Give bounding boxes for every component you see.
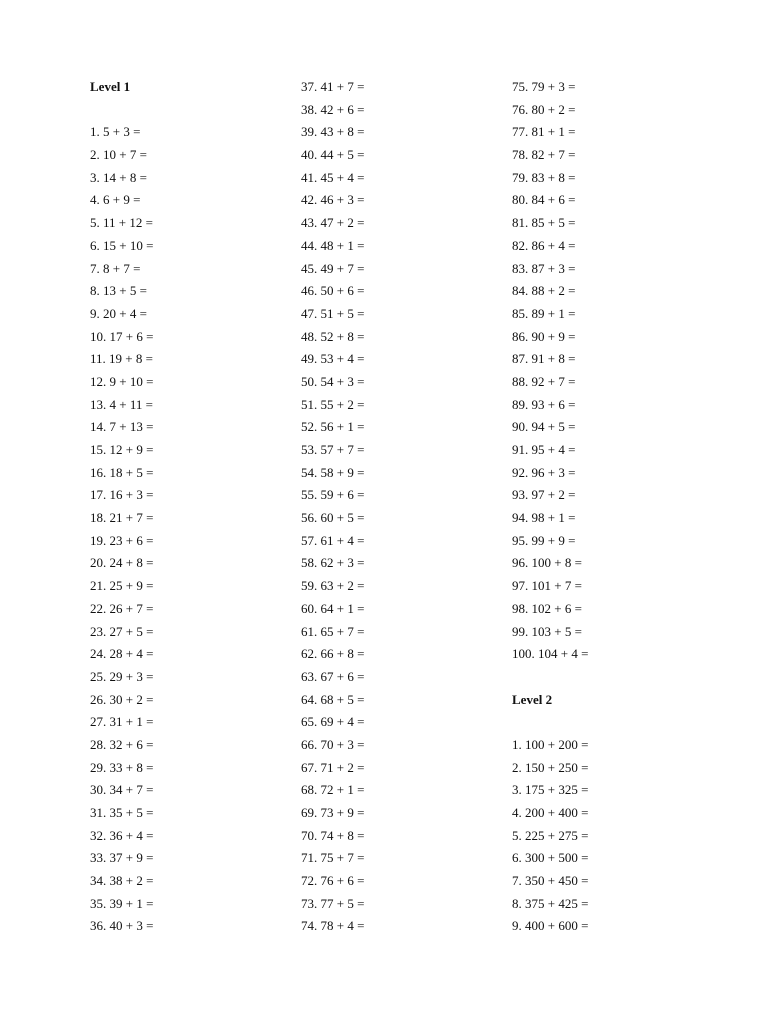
problem-item: 17. 16 + 3 = [90, 487, 154, 503]
problem-item: 60. 64 + 1 = [301, 600, 365, 616]
problem-item: 28. 32 + 6 = [90, 736, 154, 752]
problem-item: 57. 61 + 4 = [301, 532, 365, 548]
spacer [512, 666, 722, 689]
problem-item: 67. 71 + 2 = [301, 759, 365, 775]
problem-item: 8. 375 + 425 = [512, 895, 589, 911]
problem-item: 45. 49 + 7 = [301, 260, 365, 276]
problem-item: 73. 77 + 5 = [301, 895, 365, 911]
problem-item: 71. 75 + 7 = [301, 850, 365, 866]
problem-item: 91. 95 + 4 = [512, 442, 576, 457]
problem-item: 27. 31 + 1 = [90, 714, 154, 730]
problem-item: 7. 8 + 7 = [90, 260, 141, 276]
problem-item: 68. 72 + 1 = [301, 782, 365, 798]
problem-item: 5. 11 + 12 = [90, 215, 153, 231]
problem-item: 2. 150 + 250 = [512, 759, 589, 775]
problem-item: 77. 81 + 1 = [512, 124, 576, 140]
problem-item: 6. 15 + 10 = [90, 237, 154, 253]
problem-item: 37. 41 + 7 = [301, 79, 365, 94]
problem-item: 81. 85 + 5 = [512, 215, 576, 231]
problem-item: 29. 33 + 8 = [90, 759, 154, 775]
problem-item: 11. 19 + 8 = [90, 351, 153, 367]
problem-item: 99. 103 + 5 = [512, 623, 582, 639]
problem-item: 42. 46 + 3 = [301, 192, 365, 208]
problem-item: 21. 25 + 9 = [90, 578, 154, 594]
problem-item: 50. 54 + 3 = [301, 373, 365, 389]
problem-item: 83. 87 + 3 = [512, 260, 576, 276]
column-2 [301, 76, 511, 938]
problem-item: 35. 39 + 1 = [90, 895, 154, 911]
problem-item: 62. 66 + 8 = [301, 646, 365, 662]
problem-item: 69. 73 + 9 = [301, 805, 365, 820]
problem-item: 9. 400 + 600 = [512, 918, 589, 934]
problem-item: 2. 10 + 7 = [90, 147, 147, 163]
problem-item: 47. 51 + 5 = [301, 305, 365, 321]
problem-item: 75. 79 + 3 = [512, 79, 576, 94]
problem-item: 59. 63 + 2 = [301, 578, 365, 594]
problem-item: 23. 27 + 5 = [90, 623, 154, 639]
problem-item: 51. 55 + 2 = [301, 396, 365, 412]
problem-item: 1. 100 + 200 = [512, 736, 589, 752]
problem-item: 13. 4 + 11 = [90, 396, 153, 412]
problem-item: 89. 93 + 6 = [512, 396, 576, 412]
problem-item: 25. 29 + 3 = [90, 668, 154, 684]
problem-item: 56. 60 + 5 = [301, 510, 365, 526]
spacer [512, 711, 722, 734]
problem-item: 76. 80 + 2 = [512, 101, 576, 117]
problem-item: 70. 74 + 8 = [301, 827, 365, 843]
problem-item: 4. 6 + 9 = [90, 192, 141, 208]
problem-item: 72. 76 + 6 = [301, 873, 365, 889]
problem-item: 79. 83 + 8 = [512, 169, 576, 185]
problem-item: 95. 99 + 9 = [512, 532, 576, 548]
problem-item: 46. 50 + 6 = [301, 283, 365, 299]
problem-item: 5. 225 + 275 = [512, 827, 589, 843]
problem-item: 30. 34 + 7 = [90, 782, 154, 798]
level-1-heading: Level 1 [90, 79, 131, 94]
problem-item: 53. 57 + 7 = [301, 442, 365, 457]
problem-item: 12. 9 + 10 = [90, 373, 154, 389]
problem-item: 49. 53 + 4 = [301, 351, 365, 367]
problem-item: 14. 7 + 13 = [90, 419, 154, 435]
problem-item: 58. 62 + 3 = [301, 555, 365, 571]
problem-item: 16. 18 + 5 = [90, 464, 154, 480]
problem-item: 1. 5 + 3 = [90, 124, 141, 140]
problem-item: 65. 69 + 4 = [301, 714, 365, 730]
problem-item: 96. 100 + 8 = [512, 555, 582, 571]
problem-item: 97. 101 + 7 = [512, 578, 582, 594]
level-2-problem-list [512, 734, 722, 938]
problem-item: 64. 68 + 5 = [301, 691, 365, 707]
problem-item: 18. 21 + 7 = [90, 510, 154, 526]
problem-item: 8. 13 + 5 = [90, 283, 147, 299]
problem-item: 24. 28 + 4 = [90, 646, 154, 662]
problem-item: 88. 92 + 7 = [512, 373, 576, 389]
problem-item: 87. 91 + 8 = [512, 351, 576, 367]
problem-item: 39. 43 + 8 = [301, 124, 365, 140]
problem-item: 92. 96 + 3 = [512, 464, 576, 480]
problem-item: 86. 90 + 9 = [512, 328, 576, 344]
problem-item: 52. 56 + 1 = [301, 419, 365, 435]
problem-item: 63. 67 + 6 = [301, 668, 365, 684]
problem-item: 78. 82 + 7 = [512, 147, 576, 163]
problem-item: 10. 17 + 6 = [90, 328, 154, 344]
column-3 [512, 76, 722, 938]
problem-item: 41. 45 + 4 = [301, 169, 365, 185]
level-1-problem-list [90, 121, 300, 938]
problem-item: 55. 59 + 6 = [301, 487, 365, 503]
problem-item: 32. 36 + 4 = [90, 827, 154, 843]
problem-item: 90. 94 + 5 = [512, 419, 576, 435]
problem-item: 85. 89 + 1 = [512, 305, 576, 321]
problem-item: 7. 350 + 450 = [512, 873, 589, 889]
problem-item: 61. 65 + 7 = [301, 623, 365, 639]
column-1 [90, 76, 300, 938]
problem-item: 31. 35 + 5 = [90, 805, 154, 820]
problem-item: 93. 97 + 2 = [512, 487, 576, 503]
problem-item: 66. 70 + 3 = [301, 736, 365, 752]
problem-item: 33. 37 + 9 = [90, 850, 154, 866]
level-2-heading: Level 2 [512, 691, 553, 707]
problem-item: 48. 52 + 8 = [301, 328, 365, 344]
level-1-problem-list-continued [301, 76, 511, 938]
problem-item: 38. 42 + 6 = [301, 101, 365, 117]
problem-item: 43. 47 + 2 = [301, 215, 365, 231]
spacer [90, 99, 300, 122]
problem-item: 84. 88 + 2 = [512, 283, 576, 299]
problem-item: 54. 58 + 9 = [301, 464, 365, 480]
problem-item: 82. 86 + 4 = [512, 237, 576, 253]
level-1-problem-list-end [512, 76, 722, 666]
problem-item: 9. 20 + 4 = [90, 305, 147, 321]
problem-item: 44. 48 + 1 = [301, 237, 365, 253]
problem-item: 80. 84 + 6 = [512, 192, 576, 208]
problem-item: 26. 30 + 2 = [90, 691, 154, 707]
problem-item: 6. 300 + 500 = [512, 850, 589, 866]
problem-item: 98. 102 + 6 = [512, 600, 582, 616]
problem-item: 3. 14 + 8 = [90, 169, 147, 185]
problem-item: 100. 104 + 4 = [512, 646, 589, 662]
problem-item: 4. 200 + 400 = [512, 805, 589, 820]
problem-item: 3. 175 + 325 = [512, 782, 589, 798]
problem-item: 22. 26 + 7 = [90, 600, 154, 616]
problem-item: 40. 44 + 5 = [301, 147, 365, 163]
problem-item: 74. 78 + 4 = [301, 918, 365, 934]
problem-item: 36. 40 + 3 = [90, 918, 154, 934]
problem-item: 20. 24 + 8 = [90, 555, 154, 571]
problem-item: 19. 23 + 6 = [90, 532, 154, 548]
problem-item: 94. 98 + 1 = [512, 510, 576, 526]
problem-item: 15. 12 + 9 = [90, 442, 154, 457]
problem-item: 34. 38 + 2 = [90, 873, 154, 889]
